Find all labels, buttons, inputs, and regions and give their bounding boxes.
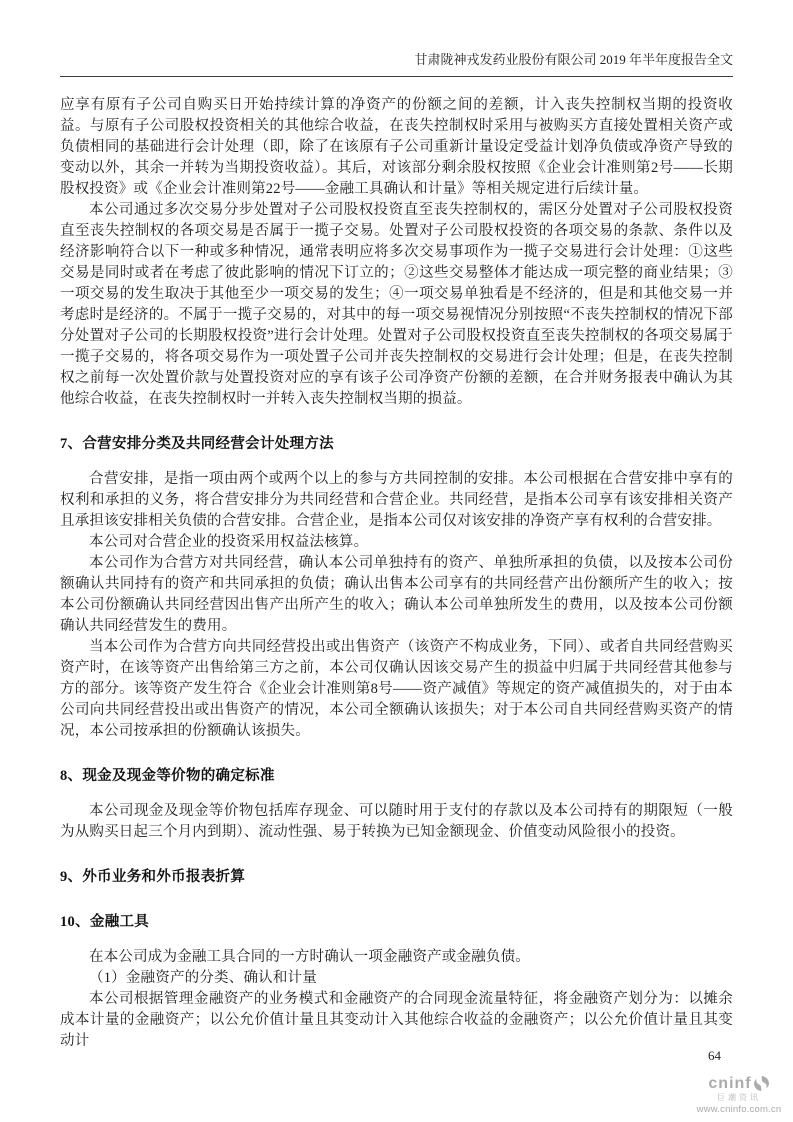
section-7-paragraph-4: 当本公司作为合营方向共同经营投出或出售资产（该资产不构成业务，下同）、或者自共同经营购买资产时，在该等资产出售给第三方之前，本公司仅确认因该交易产生的损益中归属于共同经营其他参与方的部分。该等资产发生符合《企业会计准则第8号——资产减值》等规定的资产减值损失的，对于由本公司向共同经营投出或出售资产的情况，本公司全额确认该损失；对于本公司自共同经营购买资产的情况，本公司按承担的份额确认该损失。 [60,639,733,739]
intro-paragraph-1: 应享有原有子公司自购买日开始持续计算的净资产的份额之间的差额，计入丧失控制权当期的投资收益。与原有子公司股权投资相关的其他综合收益，在丧失控制权时采用与被购买方直接处置相关资产或负债相同的基础进行会计处理（即，除了在该原有子公司重新计量设定受益计划净负债或净资产导致的变动以外，其余一并转为当期投资收益）。其后，对该部分剩余股权按照《企业会计准则第2号——长期股权投资》或《企业会计准则第22号——金融工具确认和计量》等相关规定进行后续计量。 [60,97,733,197]
report-title: 甘肃陇神戎发药业股份有限公司 2019 年半年度报告全文 [60,50,733,77]
page-number: 64 [708,1048,721,1063]
section-8-heading: 8、现金及现金等价物的确定标准 [60,768,275,784]
cninfo-logo-chinese-name: 巨潮资讯 [717,1093,761,1102]
cninfo-logo-url: www.cninfo.com.cn [696,1104,782,1115]
intro-paragraph-2: 本公司通过多次交易分步处置对子公司股权投资直至丧失控制权的，需区分处置对子公司股权投资直至丧失控制权的各项交易是否属于一揽子交易。处置对子公司股权投资的各项交易的条款、条件以及经济影响符合以下一种或多种情况，通常表明应将多次交易事项作为一揽子交易进行会计处理：①这些交易是同时或者在考虑了彼此影响的情况下订立的；②这些交易整体才能达成一项完整的商业结果；③一项交易的发生取决于其他至少一项交易的发生；④一项交易单独看是不经济的，但是和其他交易一并考虑时是经济的。不属于一揽子交易的，对其中的每一项交易视情况分别按照“不丧失控制权的情况下部分处置对子公司的长期股权投资”进行会计处理。处置对子公司股权投资直至丧失控制权的各项交易属于一揽子交易的，将各项交易作为一项处置子公司并丧失控制权的交易进行会计处理；但是，在丧失控制权之前每一次处置价款与处置投资对应的享有该子公司净资产份额的差额，在合并财务报表中确认为其他综合收益，在丧失控制权时一并转入丧失控制权当期的损益。 [60,202,733,407]
section-8-paragraph-1: 本公司现金及现金等价物包括库存现金、可以随时用于支付的存款以及本公司持有的期限短（一般为从购买日起三个月内到期）、流动性强、易于转换为已知金额现金、价值变动风险很小的投资。 [60,803,733,840]
section-10-paragraph-3: 本公司根据管理金融资产的业务模式和金融资产的合同现金流量特征，将金融资产划分为：以摊余成本计量的金融资产；以公允价值计量且其变动计入其他综合收益的金融资产；以公允价值计量且其变动计 [60,991,733,1049]
page-header [60,0,733,77]
cninfo-logo-brand-text: cninf [708,1074,752,1092]
section-7-heading: 7、合营安排分类及共同经营会计处理方法 [60,436,334,452]
section-10-heading: 10、金融工具 [60,914,150,930]
report-body [60,95,733,1052]
section-7-paragraph-3: 本公司作为合营方对共同经营，确认本公司单独持有的资产、单独所承担的负债，以及按本公司份额确认共同持有的资产和共同承担的负债；确认出售本公司享有的共同经营产出份额所产生的收入；按本公司份额确认共同经营因出售产出所产生的收入；确认本公司单独所发生的费用，以及按本公司份额确认共同经营发生的费用。 [60,555,733,634]
section-10-paragraph-1: 在本公司成为金融工具合同的一方时确认一项金融资产或金融负债。 [89,949,530,965]
cninfo-swirl-icon [753,1075,770,1092]
section-9-heading: 9、外币业务和外币报表折算 [60,869,246,885]
section-10-paragraph-2: （1）金融资产的分类、确认和计量 [89,970,317,986]
section-7-paragraph-2: 本公司对合营企业的投资采用权益法核算。 [89,534,369,550]
section-7-paragraph-1: 合营安排，是指一项由两个或两个以上的参与方共同控制的安排。本公司根据在合营安排中享有的权利和承担的义务，将合营安排分为共同经营和合营企业。共同经营，是指本公司享有该安排相关资产且承担该安排相关负债的合营安排。合营企业，是指本公司仅对该安排的净资产享有权利的合营安排。 [60,471,733,529]
cninfo-logo [691,1075,787,1115]
